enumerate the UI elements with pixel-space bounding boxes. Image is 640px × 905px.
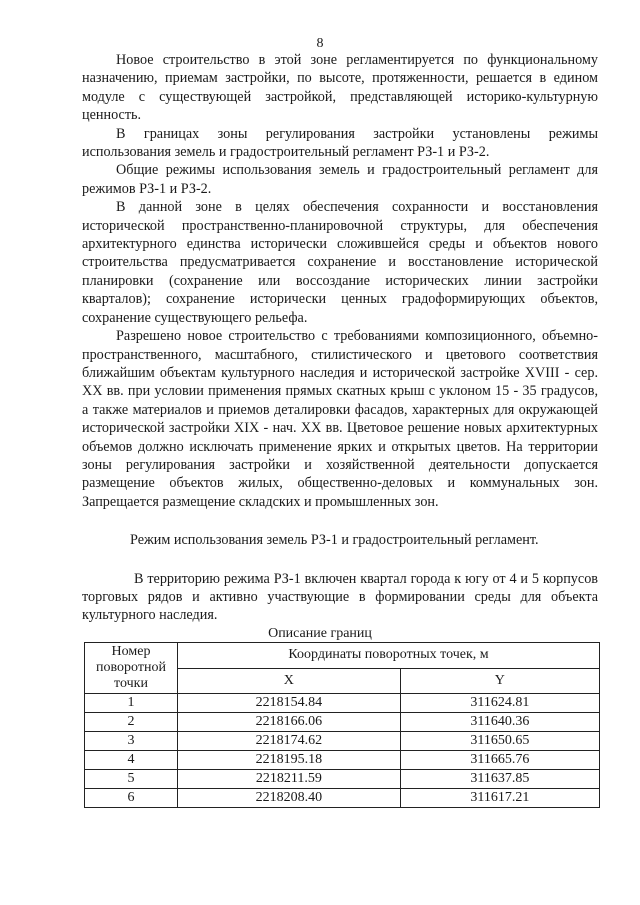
- paragraph: В границах зоны регулирования застройки установлены режимы использования земель и градостроительный регламент РЗ-1 и РЗ-2.: [82, 125, 598, 161]
- cell-y: 311637.85: [400, 770, 599, 789]
- cell-x: 2218174.62: [178, 732, 401, 751]
- header-y: Y: [400, 668, 599, 694]
- page-number: 8: [316, 36, 324, 51]
- section-heading: Режим использования земель РЗ-1 и градостроительный регламент.: [130, 532, 539, 549]
- cell-point: 5: [85, 770, 178, 789]
- cell-y: 311617.21: [400, 789, 599, 808]
- paragraph: В данной зоне в целях обеспечения сохранности и восстановления исторической пространственно-планировочной структуры, для обеспечения архитектурного единства исторически сложившейся среды и объектов нового строительства предусматривается сохранение и восстановление исторической планировки (сохранение или воссоздание исторических линии застройки кварталов); сохранение исторически ценных градоформирующих объектов, сохранение существующего рельефа.: [82, 199, 598, 326]
- cell-x: 2218195.18: [178, 751, 401, 770]
- table-row: [85, 732, 600, 751]
- paragraph: Новое строительство в этой зоне регламентируется по функциональному назначению, приемам застройки, по высоте, протяженности, решается в едином модуле с существующей застройкой, представляющей историко-культурную ценность.: [82, 52, 598, 124]
- paragraph: Общие режимы использования земель и градостроительный регламент для режимов РЗ-1 и РЗ-2.: [82, 162, 598, 197]
- section-paragraph: В территорию режима РЗ-1 включен квартал города к югу от 4 и 5 корпусов торговых рядов и активно участвующие в формировании среды для объекта культурного наследия.: [82, 570, 598, 624]
- paragraph: Разрешено новое строительство с требованиями композиционного, объемно-пространственного, масштабного, стилистического и цветового соответствия ближайшим объектам культурного наследия и исторической застройке XVIII - сер. XX вв. при условии применения прямых скатных крыш с уклоном 15 - 35 градусов, а также материалов и приемов деталировки фасадов, характерных для окружающей исторической застройки XIX - нач. XX вв. Цветовое решение новых архитектурных объемов должно исключать применение ярких и открытых цветов. На территории зоны регулирования застройки и хозяйственной деятельности допускается размещение объектов жилых, общественно-деловых и коммунальных зон. Запрещается размещение складских и промышленных зон.: [82, 328, 598, 510]
- cell-point: 6: [85, 789, 178, 808]
- cell-y: 311640.36: [400, 713, 599, 732]
- cell-x: 2218208.40: [178, 789, 401, 808]
- header-point-number: Номер поворотной точки: [85, 643, 178, 694]
- cell-y: 311650.65: [400, 732, 599, 751]
- table-row: [85, 694, 600, 713]
- cell-x: 2218166.06: [178, 713, 401, 732]
- document-body: [82, 51, 598, 625]
- table-row: [85, 713, 600, 732]
- cell-point: 2: [85, 713, 178, 732]
- cell-x: 2218211.59: [178, 770, 401, 789]
- cell-point: 1: [85, 694, 178, 713]
- cell-y: 311624.81: [400, 694, 599, 713]
- table-header-row: [85, 643, 600, 669]
- coordinates-table: [84, 642, 600, 808]
- cell-x: 2218154.84: [178, 694, 401, 713]
- cell-point: 3: [85, 732, 178, 751]
- table-caption: Описание границ: [268, 626, 372, 641]
- table-row: [85, 789, 600, 808]
- header-coordinates: Координаты поворотных точек, м: [178, 643, 600, 669]
- table-row: [85, 770, 600, 789]
- cell-y: 311665.76: [400, 751, 599, 770]
- header-x: X: [178, 668, 401, 694]
- cell-point: 4: [85, 751, 178, 770]
- table-row: [85, 751, 600, 770]
